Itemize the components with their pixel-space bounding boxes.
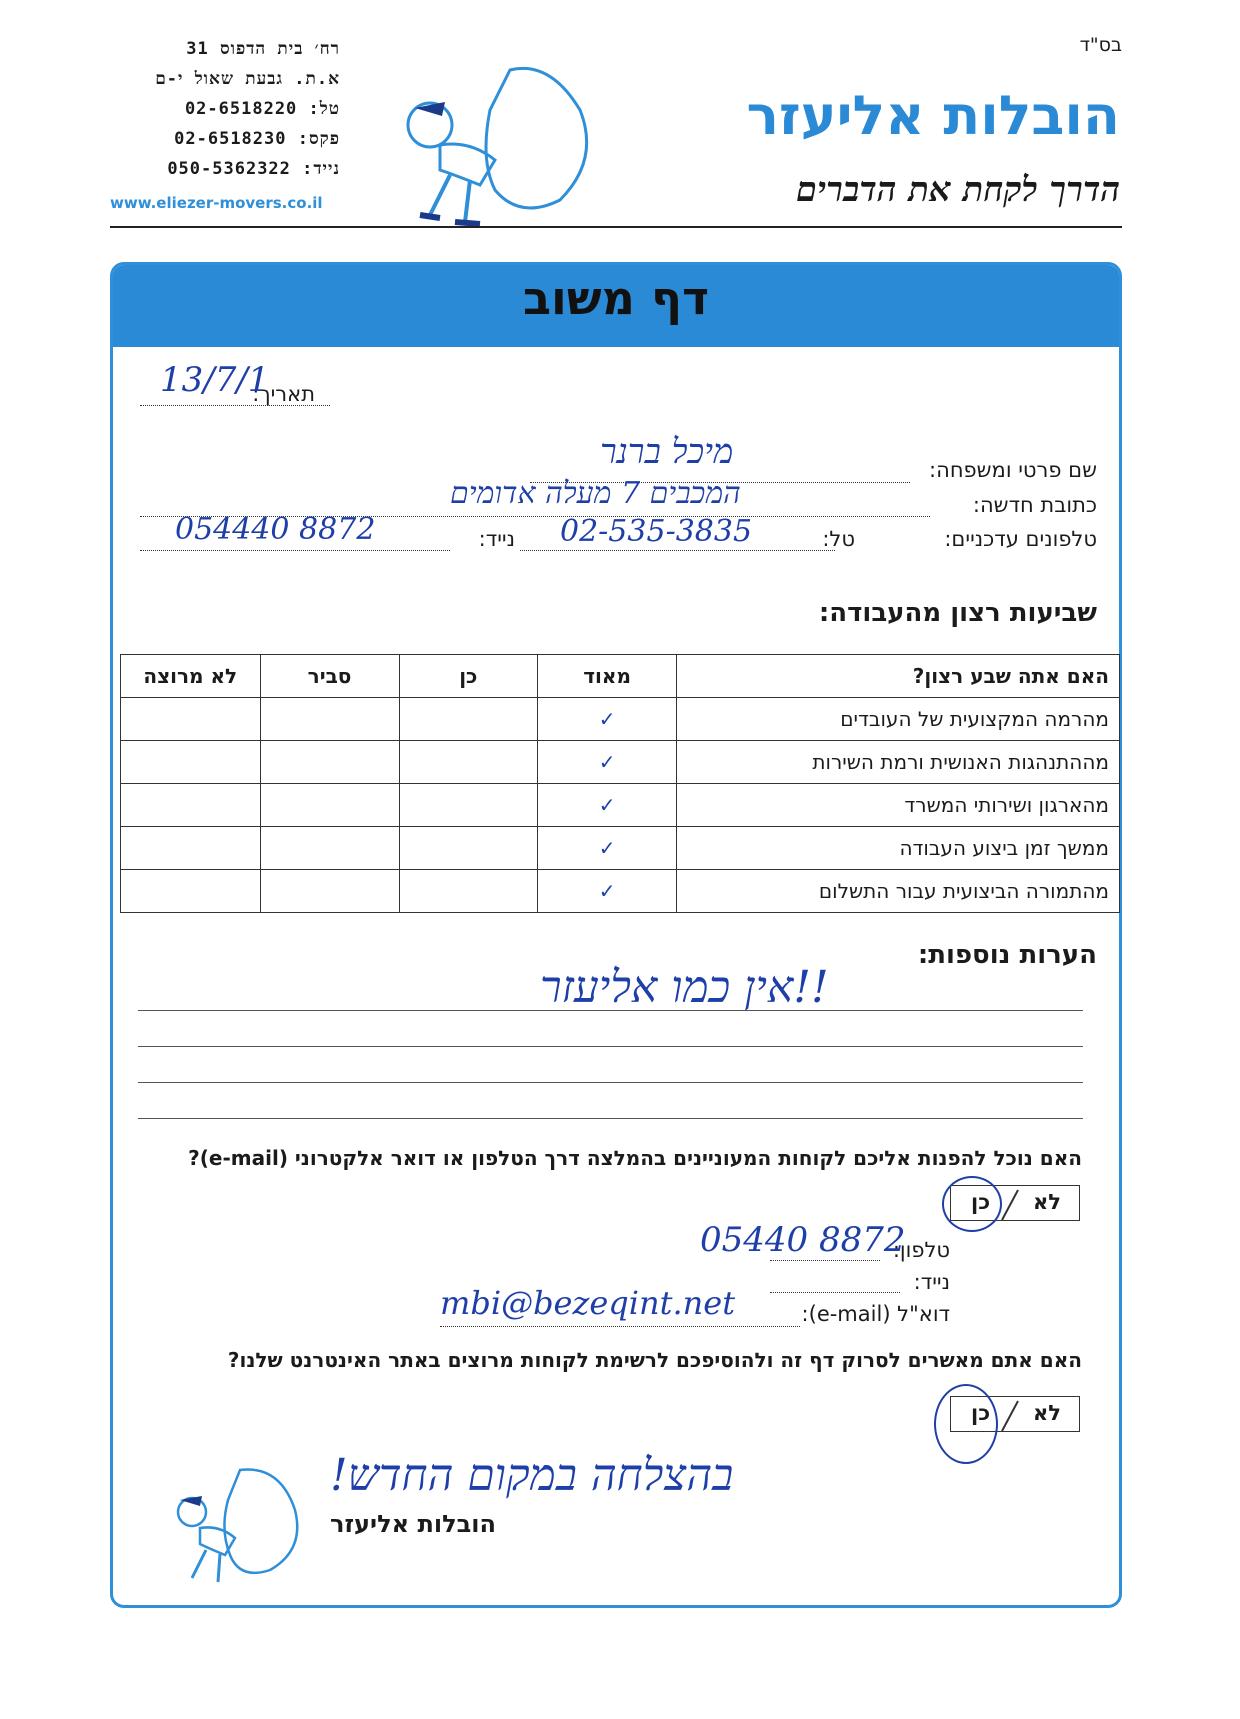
row-label: ממשך זמן ביצוע העבודה (677, 827, 1120, 870)
satisfaction-title: שביעות רצון מהעבודה: (818, 598, 1097, 628)
mover-carrying-sack-icon (170, 1460, 310, 1590)
cell-yes[interactable] (399, 870, 537, 913)
checkmark-icon[interactable]: ✓ (538, 784, 677, 827)
referral-mobile-label: נייד: (913, 1270, 950, 1294)
address-field[interactable]: המכבים 7 מעלה אדומים (450, 476, 741, 511)
col-very: מאוד (538, 655, 677, 698)
table-row (121, 698, 1120, 741)
col-not-satisfied: לא מרוצה (121, 655, 261, 698)
col-fair: סביר (260, 655, 399, 698)
name-label: שם פרטי ומשפחה: (929, 458, 1097, 482)
referral-email-field[interactable]: mbi@bezeqint.net (440, 1284, 736, 1322)
table-header-row (121, 655, 1120, 698)
date-field[interactable]: 13/7/1 (160, 360, 270, 400)
consent-no-option[interactable]: לא (1033, 1401, 1061, 1425)
cell-yes[interactable] (399, 827, 537, 870)
row-label: מהרמה המקצועית של העובדים (677, 698, 1120, 741)
date-line (140, 405, 330, 406)
consent-question: האם אתם מאשרים לסרוק דף זה ולהוסיפכם לרשימת לקוחות מרוצים באתר האינטרנט שלנו? (227, 1348, 1082, 1372)
checkmark-icon[interactable]: ✓ (538, 741, 677, 784)
cell-not-satisfied[interactable] (121, 698, 261, 741)
notes-line-1 (138, 1010, 1083, 1011)
notes-line-2 (138, 1046, 1083, 1047)
referral-phone-field[interactable]: 05440 8872 (700, 1220, 906, 1260)
divider (1001, 1190, 1019, 1221)
mover-carrying-sack-icon (400, 50, 620, 230)
cell-yes[interactable] (399, 698, 537, 741)
referral-phone-line (770, 1260, 880, 1261)
phone-label: טל: (822, 527, 855, 551)
bsd-mark: בס"ד (1079, 34, 1122, 56)
table-row (121, 870, 1120, 913)
table-row (121, 827, 1120, 870)
table-row (121, 784, 1120, 827)
address-line-1: רח׳ בית הדפוס 31 (186, 39, 340, 59)
col-yes: כן (399, 655, 537, 698)
checkmark-icon[interactable]: ✓ (538, 870, 677, 913)
address-line-2: א.ת. גבעת שאול י-ם (155, 69, 340, 89)
referral-email-label: דוא"ל (e-mail): (801, 1302, 950, 1326)
satisfaction-table (120, 654, 1120, 913)
phone-line: טל: 02-6518220 (184, 99, 340, 119)
cell-not-satisfied[interactable] (121, 784, 261, 827)
date-label: תאריך: (252, 382, 315, 406)
phone-line (520, 550, 835, 551)
phones-label: טלפונים עדכניים: (944, 527, 1097, 551)
phone-field[interactable]: 02-535-3835 (560, 514, 753, 549)
notes-field[interactable]: אין כמו אליעזר!! (540, 962, 829, 1013)
signoff: הובלות אליעזר (330, 1510, 496, 1538)
cell-not-satisfied[interactable] (121, 870, 261, 913)
row-label: מהארגון ושירותי המשרד (677, 784, 1120, 827)
col-question: האם אתה שבע רצון? (677, 655, 1120, 698)
fax-line: פקס: 02-6518230 (174, 129, 340, 149)
consent-yes-option[interactable]: כן (971, 1401, 991, 1425)
checkmark-icon[interactable]: ✓ (538, 698, 677, 741)
referral-question: האם נוכל להפנות אליכם לקוחות המעוניינים בהמלצה דרך הטלפון או דואר אלקטרוני (e-mail)? (188, 1146, 1082, 1170)
cell-not-satisfied[interactable] (121, 741, 261, 784)
referral-yes-option[interactable]: כן (971, 1190, 991, 1214)
title-bar (113, 265, 1119, 347)
website-link[interactable]: www.eliezer-movers.co.il (110, 194, 323, 212)
header-divider (110, 226, 1122, 228)
checkmark-icon[interactable]: ✓ (538, 827, 677, 870)
referral-phone-label: טלפון: (892, 1238, 950, 1262)
farewell-message: בהצלחה במקום החדש! (330, 1450, 734, 1501)
cell-yes[interactable] (399, 741, 537, 784)
mobile-line: נייד: 050-5362322 (167, 159, 340, 179)
table-row (121, 741, 1120, 784)
mobile-label: נייד: (478, 527, 515, 551)
contact-block (110, 34, 340, 184)
form-title: דף משוב (522, 271, 710, 325)
mobile-line (140, 550, 450, 551)
cell-fair[interactable] (260, 698, 399, 741)
referral-mobile-line (770, 1292, 900, 1293)
cell-fair[interactable] (260, 827, 399, 870)
mobile-field[interactable]: 054440 8872 (175, 512, 376, 547)
cell-fair[interactable] (260, 741, 399, 784)
name-field[interactable]: מיכל ברנר (600, 432, 734, 472)
address-label: כתובת חדשה: (972, 493, 1097, 517)
selection-circle-icon (942, 1176, 1002, 1232)
notes-line-3 (138, 1082, 1083, 1083)
brand-name: הובלות אליעזר (746, 84, 1120, 147)
cell-fair[interactable] (260, 870, 399, 913)
referral-email-line (440, 1326, 800, 1327)
cell-yes[interactable] (399, 784, 537, 827)
referral-no-option[interactable]: לא (1033, 1190, 1061, 1214)
selection-circle-icon (934, 1384, 998, 1464)
notes-title: הערות נוספות: (917, 940, 1097, 970)
cell-not-satisfied[interactable] (121, 827, 261, 870)
row-label: מההתנהגות האנושית ורמת השירות (677, 741, 1120, 784)
cell-fair[interactable] (260, 784, 399, 827)
notes-line-4 (138, 1118, 1083, 1119)
divider (1001, 1401, 1019, 1432)
slogan: הדרך לקחת את הדברים (796, 170, 1120, 210)
row-label: מהתמורה הביצועית עבור התשלום (677, 870, 1120, 913)
